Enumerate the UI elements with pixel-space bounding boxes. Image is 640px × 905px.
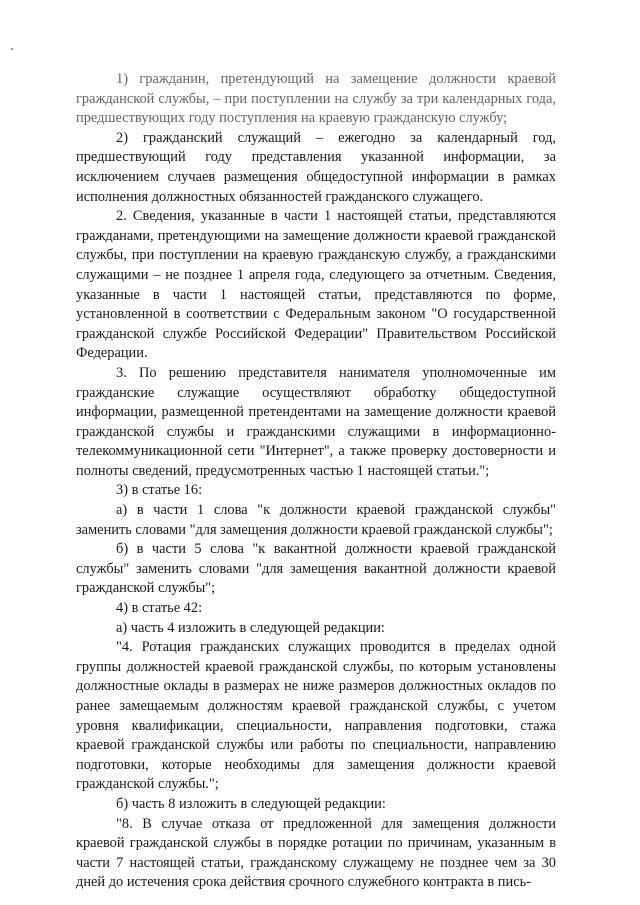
paragraph-item-4: 4) в статье 42: [116,600,203,617]
paragraph-subitem-a: а) в части 1 слова "к должности краевой гражданской службы" заменить словами "для замещения должности краевой гражданской службы"; [76,502,556,538]
paragraph-section-3: 3. По решению представителя нанимателя уполномоченные им гражданские служащие осуществляют обработку общедоступной информации, размещенной претендентами на замещение должности краевой гражданской службы и гражданскими служащими в информационно-телекоммуникационной сети "Интернет", а также проверку достоверности и полноты сведений, предусмотренных частью 1 настоящей статьи."; [76,364,556,479]
paragraph-part-4: "4. Ротация гражданских служащих проводится в пределах одной группы должностей краевой гражданской службы, по которым установлены должностные оклады в размерах не ниже размеров должностных окладов по ранее замещаемым должностям краевой гражданской службы, с учетом уровня квалификации, специальности, направления подготовки, стажа краевой гражданской службы или работы по специальности, направлению подготовки, которые необходимы для замещения должности краевой гражданской службы."; [76,639,556,793]
paragraph-subitem-b: б) в части 5 слова "к вакантной должности краевой гражданской службы" заменить словами "для замещения вакантной должности краевой гражданской службы"; [76,541,556,597]
scan-speck [11,48,13,50]
paragraph-item-3: 3) в статье 16: [116,482,203,499]
paragraph-item-2: 2) гражданский служащий – ежегодно за календарный год, предшествующий году представления указанной информации, за исключением случаев размещения общедоступной информации в рамках исполнения должностных обязанностей гражданского служащего. [76,129,556,205]
paragraph-subitem-a-2: а) часть 4 изложить в следующей редакции: [116,619,385,636]
paragraph-part-8: "8. В случае отказа от предложенной для замещения должности краевой гражданской службы в порядке ротации по причинам, указанным в части 7 настоящей статьи, гражданскому служащему не позднее чем за 30 дней до истечения срока действия срочного служебного контракта в пись- [76,815,556,891]
paragraph-section-2: 2. Сведения, указанные в части 1 настоящей статьи, представляются гражданами, претендующими на замещение должности краевой гражданской службы, при поступлении на краевую гражданскую службу, а гражданскими служащими – не позднее 1 апреля года, следующего за отчетным. Сведения, указанные в части 1 настоящей статьи, представляются по форме, установленной в соответствии с Федеральным законом "О государственной гражданской службе Российской Федерации" Правительством Российской Федерации. [76,208,556,362]
paragraph-item-1: 1) гражданин, претендующий на замещение должности краевой гражданской службы, – при поступлении на службу за три календарных года, предшествующих году поступления на краевую гражданскую службу; [76,71,556,127]
paragraph-subitem-b-2: б) часть 8 изложить в следующей редакции: [116,795,386,812]
document-body [76,70,556,893]
